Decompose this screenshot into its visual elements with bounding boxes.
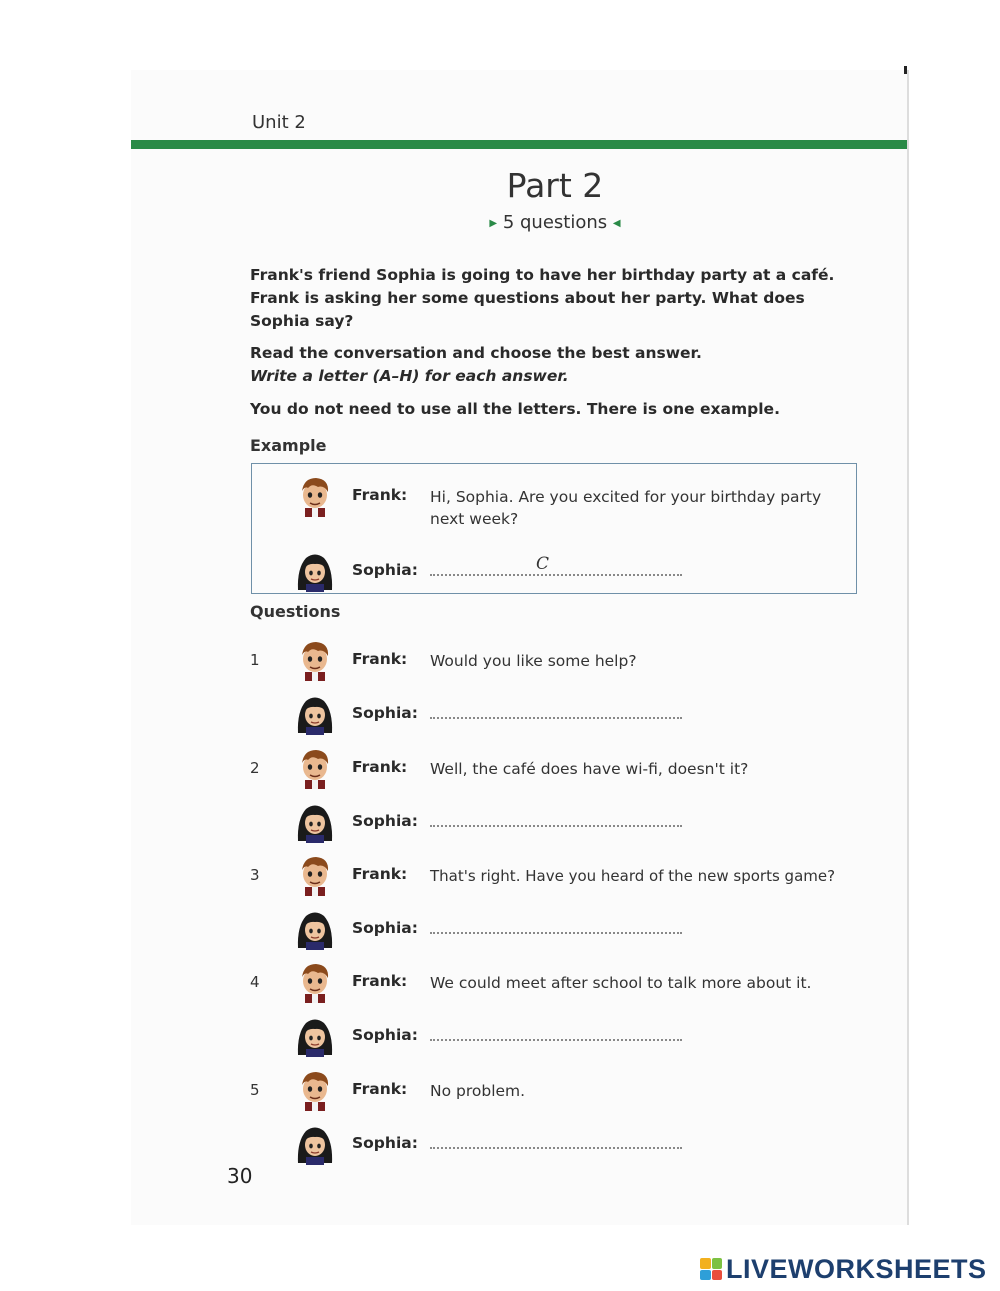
speaker-name: Frank: (352, 1080, 408, 1098)
example-label: Example (250, 436, 327, 455)
unit-label: Unit 2 (252, 112, 306, 133)
triangle-left-icon: ◀ (612, 218, 621, 229)
speaker-name: Sophia: (352, 1134, 418, 1152)
frank-line: We could meet after school to talk more about it. (430, 974, 812, 992)
speaker-name: Frank: (352, 865, 408, 883)
frank-avatar-icon (294, 1069, 336, 1111)
question-5-frank-row (250, 1069, 865, 1111)
sophia-avatar-icon (294, 1015, 336, 1057)
frank-avatar-icon (294, 639, 336, 681)
question-number: 5 (250, 1081, 260, 1099)
speaker-name: Frank: (352, 758, 408, 776)
triangle-right-icon: ▶ (489, 218, 498, 229)
frank-line: Well, the café does have wi-fi, doesn't it? (430, 760, 749, 778)
instructions-intro: Frank's friend Sophia is going to have her birthday party at a café. Frank is asking her some questions about her party. What does Sophia say? (250, 266, 835, 330)
speaker-name: Sophia: (352, 561, 418, 579)
frank-avatar-icon (294, 961, 336, 1003)
sophia-avatar-icon (294, 550, 336, 592)
speaker-name: Sophia: (352, 812, 418, 830)
subtitle-text: 5 questions (502, 212, 608, 233)
frank-avatar-icon (294, 854, 336, 896)
instructions-task (250, 342, 865, 388)
answer-input-3[interactable] (530, 910, 594, 934)
question-1-frank-row (250, 639, 865, 681)
question-number: 1 (250, 651, 260, 669)
sophia-avatar-icon (294, 801, 336, 843)
speaker-name: Frank: (352, 650, 408, 668)
frank-line: Hi, Sophia. Are you excited for your birthday party next week? (430, 488, 822, 528)
question-5-sophia-row (250, 1123, 865, 1165)
brand-name: LIVEWORKSHEETS (726, 1253, 987, 1284)
speaker-name: Frank: (352, 486, 408, 504)
questions-label: Questions (250, 602, 341, 621)
answer-input-2[interactable] (530, 803, 594, 827)
frank-line: Would you like some help? (430, 652, 637, 670)
frank-line: No problem. (430, 1082, 526, 1100)
speaker-name: Sophia: (352, 919, 418, 937)
answer-input-1[interactable] (530, 695, 594, 719)
answer-input-5[interactable] (530, 1125, 594, 1149)
sophia-avatar-icon (294, 908, 336, 950)
liveworksheets-logo-icon (700, 1258, 722, 1280)
instructions-task-line2: Write a letter (A–H) for each answer. (250, 367, 569, 385)
example-sophia-row (250, 550, 865, 592)
page-number: 30 (227, 1164, 253, 1188)
part-subtitle (450, 212, 660, 233)
question-4-frank-row (250, 961, 865, 1003)
sophia-avatar-icon (294, 1123, 336, 1165)
header-rule (131, 140, 907, 149)
question-number: 3 (250, 866, 260, 884)
question-2-frank-row (250, 747, 865, 789)
question-3-sophia-row (250, 908, 865, 950)
instructions-note: You do not need to use all the letters. There is one example. (250, 400, 780, 418)
speaker-name: Frank: (352, 972, 408, 990)
speaker-name: Sophia: (352, 704, 418, 722)
question-4-sophia-row (250, 1015, 865, 1057)
answer-input-4[interactable] (530, 1017, 594, 1041)
question-2-sophia-row (250, 801, 865, 843)
answer-line (430, 554, 682, 576)
sophia-avatar-icon (294, 693, 336, 735)
frank-avatar-icon (294, 475, 336, 517)
example-answer: C (536, 554, 550, 574)
frank-avatar-icon (294, 747, 336, 789)
scan-mark (904, 66, 907, 74)
frank-line: That's right. Have you heard of the new sports game? (430, 867, 836, 885)
instructions-task-line1: Read the conversation and choose the best answer. (250, 344, 702, 362)
question-number: 2 (250, 759, 260, 777)
example-frank-row (250, 475, 865, 528)
liveworksheets-brand (700, 1254, 987, 1284)
question-number: 4 (250, 973, 260, 991)
question-3-frank-row (250, 854, 865, 896)
question-1-sophia-row (250, 693, 865, 735)
part-title: Part 2 (506, 166, 604, 205)
speaker-name: Sophia: (352, 1026, 418, 1044)
